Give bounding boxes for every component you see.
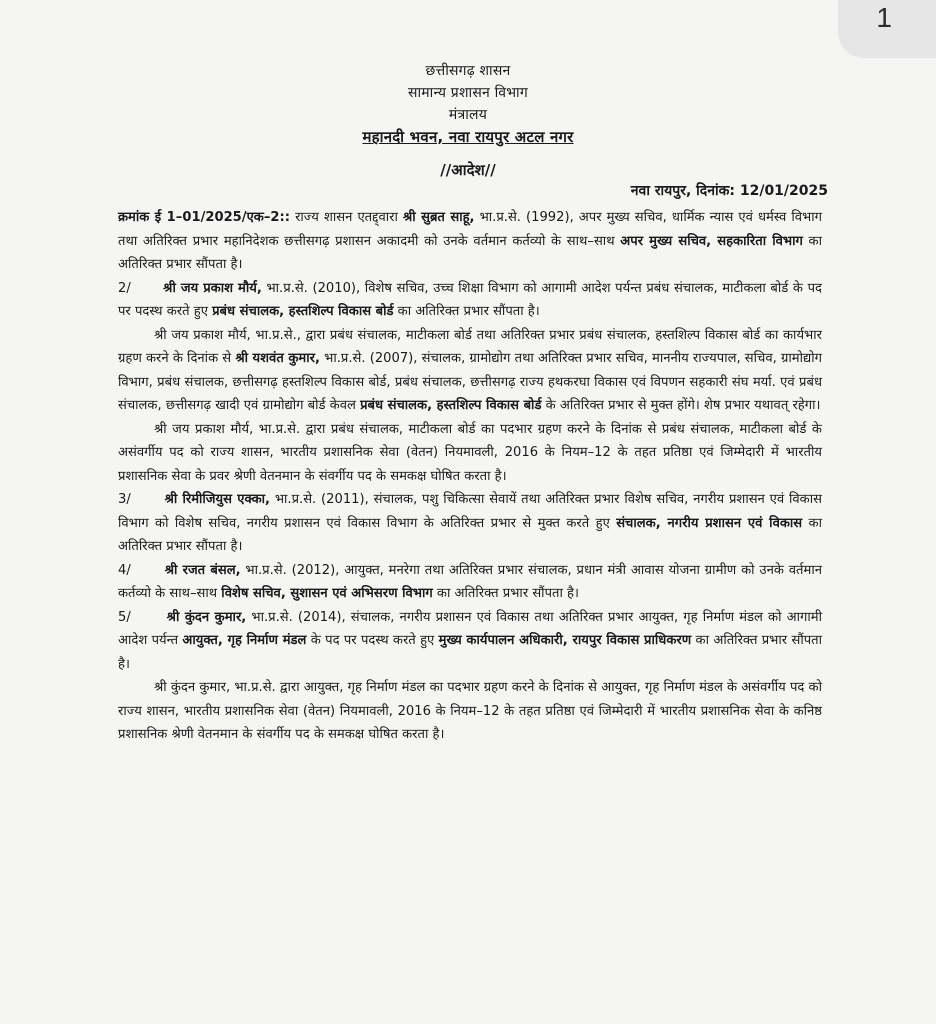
page-number: 1 <box>876 2 892 33</box>
paragraph-number: 5/ <box>118 609 131 625</box>
order-title: //आदेश// <box>440 161 496 179</box>
paragraph-1: क्रमांक ई 1–01/2025/एक–2:: राज्य शासन एतद्द्वारा श्री सुब्रत साहू, भा.प्र.से. (1992), अपर मुख्य सचिव, धार्मिक न्यास एवं धर्मस्व विभाग तथा अतिरिक्त प्रभार महानिदेशक छत्तीसगढ़ प्रशासन अकादमी को उनके वर्तमान कर्तव्यो के साथ–साथ अपर मुख्य सचिव, सहकारिता विभाग का अतिरिक्त प्रभार सौंपता है। <box>118 210 822 272</box>
paragraph-2c: श्री जय प्रकाश मौर्य, भा.प्र.से. द्वारा प्रबंध संचालक, माटीकला बोर्ड का पदभार ग्रहण करने के दिनांक से प्रबंध संचालक, माटीकला बोर्ड के असंवर्गीय पद को राज्य शासन, भारतीय प्रशासनिक सेवा (वेतन) नियमावली, 2016 के नियम–12 के तहत प्रतिष्ठा एवं जिम्मेदारी में भारतीय प्रशासनिक सेवा के प्रवर श्रेणी वेतनमान के संवर्गीय पद के समकक्ष घोषित करता है। <box>118 421 822 484</box>
paragraph-5: 5/ श्री कुंदन कुमार, भा.प्र.से. (2014), संचालक, नगरीय प्रशासन एवं विकास तथा अतिरिक्त प्रभार आयुक्त, गृह निर्माण मंडल को आगामी आदेश पर्यन्त आयुक्त, गृह निर्माण मंडल के पद पर पदस्थ करते हुए मुख्य कार्यपालन अधिकारी, रायपुर विकास प्राधिकरण का अतिरिक्त प्रभार सौंपता है। <box>118 609 822 672</box>
paragraph-2b: श्री जय प्रकाश मौर्य, भा.प्र.से., द्वारा प्रबंध संचालक, माटीकला बोर्ड तथा अतिरिक्त प्रभार प्रबंध संचालक, हस्तशिल्प विकास बोर्ड का कार्यभार ग्रहण करने के दिनांक से श्री यशवंत कुमार, भा.प्र.से. (2007), संचालक, ग्रामोद्योग तथा अतिरिक्त प्रभार सचिव, माननीय राज्यपाल, सचिव, ग्रामोद्योग विभाग, प्रबंध संचालक, छत्तीसगढ़ हस्तशिल्प विकास बोर्ड, प्रबंध संचालक, छत्तीसगढ़ राज्य हथकरघा विकास एवं विपणन सहकारी संघ मर्या. एवं प्रबंध संचालक, छत्तीसगढ़ खादी एवं ग्रामोद्योग बोर्ड केवल प्रबंध संचालक, हस्तशिल्प विकास बोर्ड के अतिरिक्त प्रभार से मुक्त होंगे। शेष प्रभार यथावत् रहेगा। <box>118 327 822 413</box>
page-number-tab <box>838 0 936 58</box>
paragraph-2: 2/ श्री जय प्रकाश मौर्य, भा.प्र.से. (2010), विशेष सचिव, उच्च शिक्षा विभाग को आगामी आदेश पर्यन्त प्रबंध संचालक, माटीकला बोर्ड के पद पर पदस्थ करते हुए प्रबंध संचालक, हस्तशिल्प विकास बोर्ड का अतिरिक्त प्रभार सौंपता है। <box>118 280 822 319</box>
dateline: नवा रायपुर, दिनांक: 12/01/2025 <box>630 183 828 199</box>
header-government: छत्तीसगढ़ शासन <box>425 63 511 79</box>
paragraph-number: 3/ <box>118 492 131 507</box>
header-ministry: मंत्रालय <box>448 107 488 123</box>
header-department: सामान्य प्रशासन विभाग <box>408 85 528 101</box>
header-address: महानदी भवन, नवा रायपुर अटल नगर <box>362 128 574 146</box>
paragraph-3: 3/ श्री रिमीजियुस एक्का, भा.प्र.से. (2011), संचालक, पशु चिकित्सा सेवायें तथा अतिरिक्त प्रभार विशेष सचिव, नगरीय प्रशासन एवं विकास विभाग को विशेष सचिव, नगरीय प्रशासन एवं विकास विभाग के अतिरिक्त प्रभार से मुक्त करते हुए संचालक, नगरीय प्रशासन एवं विकास का अतिरिक्त प्रभार सौंपता है। <box>118 492 822 554</box>
order-reference: क्रमांक ई 1–01/2025/एक–2:: <box>118 210 290 225</box>
paragraph-number: 4/ <box>118 562 131 578</box>
paragraph-5b: श्री कुंदन कुमार, भा.प्र.से. द्वारा आयुक्त, गृह निर्माण मंडल का पदभार ग्रहण करने के दिनांक से आयुक्त, गृह निर्माण मंडल के असंवर्गीय पद को राज्य शासन, भारतीय प्रशासनिक सेवा (वेतन) नियमावली, 2016 के नियम–12 के तहत प्रतिष्ठा एवं जिम्मेदारी में भारतीय प्रशासनिक सेवा के कनिष्ठ प्रशासनिक श्रेणी वेतनमान के संवर्गीय पद के समकक्ष घोषित करता है। <box>118 680 822 742</box>
document-header <box>0 60 936 148</box>
paragraph-4: 4/ श्री रजत बंसल, भा.प्र.से. (2012), आयुक्त, मनरेगा तथा अतिरिक्त प्रभार संचालक, प्रधान मंत्री आवास योजना ग्रामीण को उनके वर्तमान कर्तव्यो के साथ–साथ विशेष सचिव, सुशासन एवं अभिसरण विभाग का अतिरिक्त प्रभार सौंपता है। <box>118 562 822 601</box>
document-body <box>118 206 822 747</box>
paragraph-number: 2/ <box>118 280 131 296</box>
